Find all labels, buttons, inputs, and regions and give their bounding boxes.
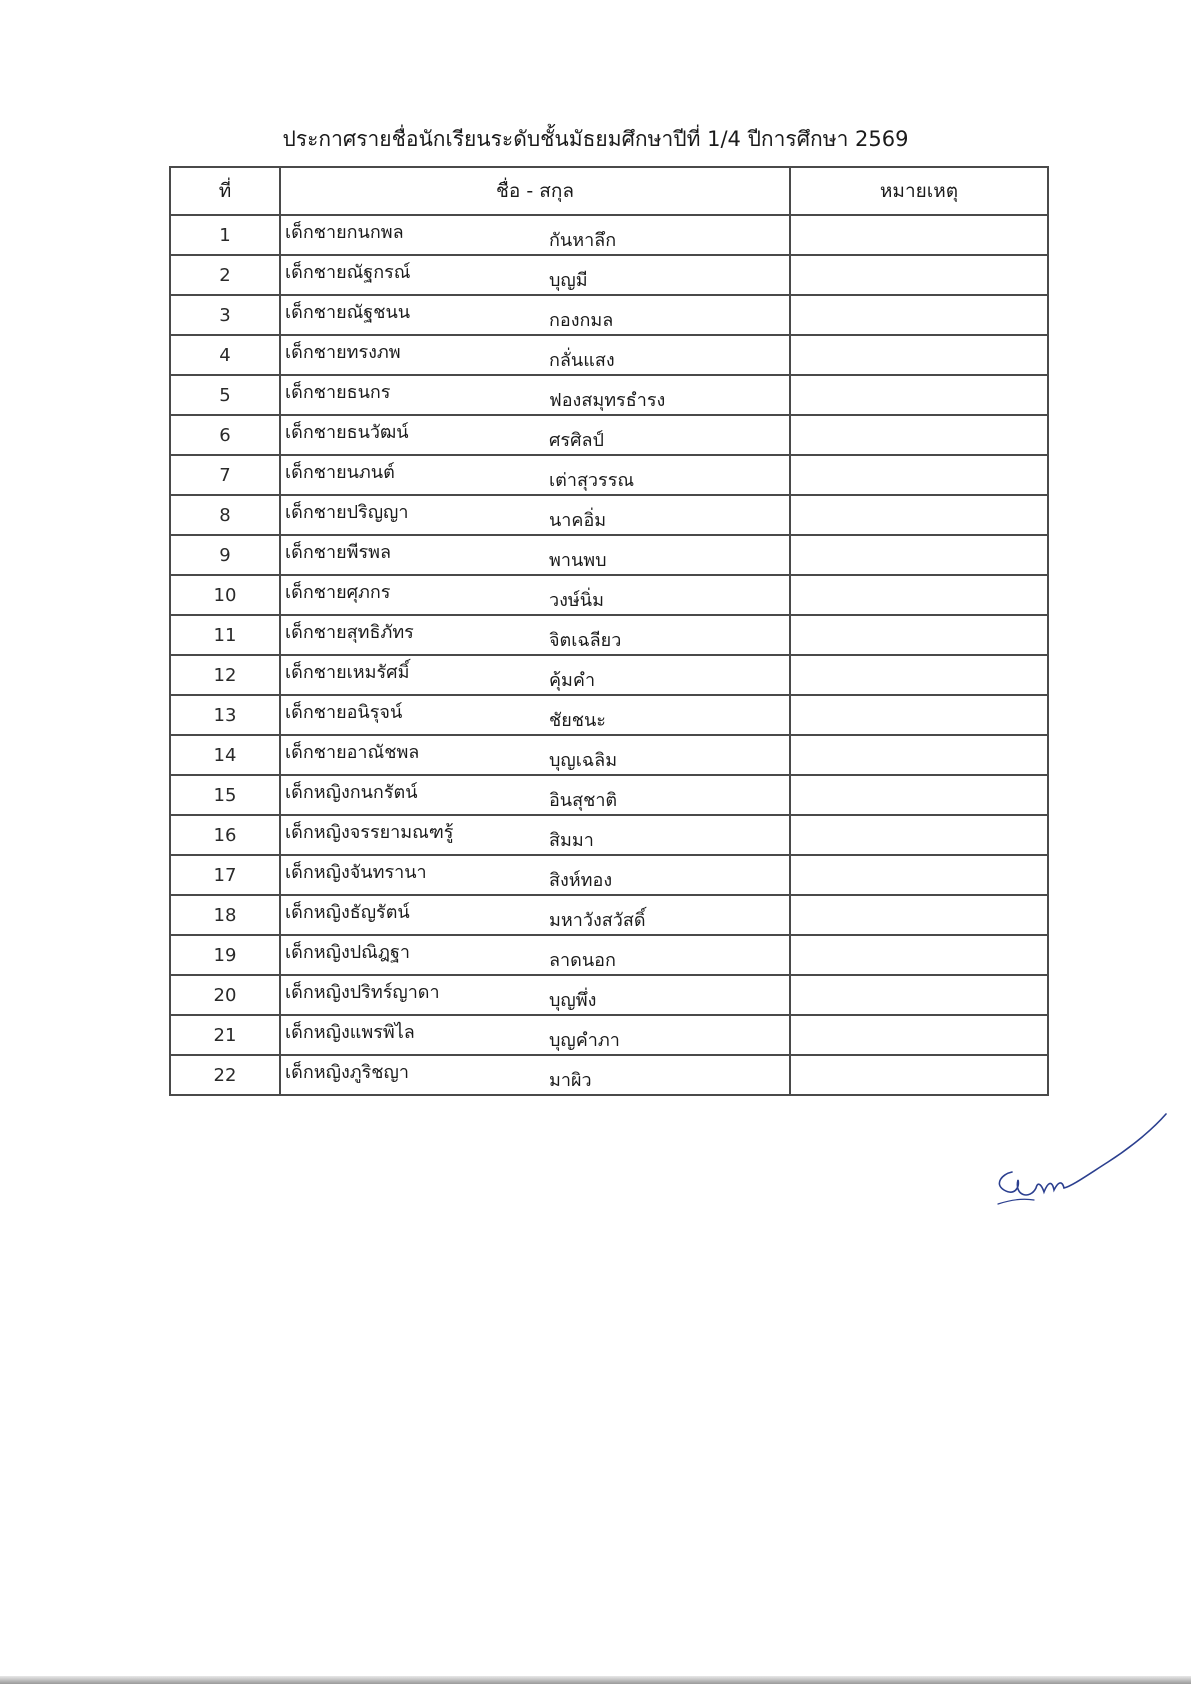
student-first-name: เด็กชายกนกพล xyxy=(285,221,404,243)
signature-underline xyxy=(998,1199,1034,1204)
remark-cell xyxy=(790,655,1048,695)
student-last-name: กลั่นแสง xyxy=(549,349,615,371)
student-name-cell xyxy=(280,335,790,375)
student-last-name: บุญพึ่ง xyxy=(549,989,597,1011)
row-number: 3 xyxy=(170,295,280,335)
student-last-name: ศรศิลป์ xyxy=(549,429,604,451)
table-row xyxy=(170,655,1048,695)
student-name-cell xyxy=(280,815,790,855)
student-first-name: เด็กชายปริญญา xyxy=(285,501,409,523)
row-number: 19 xyxy=(170,935,280,975)
row-number: 4 xyxy=(170,335,280,375)
student-first-name: เด็กหญิงแพรพิไล xyxy=(285,1021,415,1043)
remark-cell xyxy=(790,535,1048,575)
row-number: 11 xyxy=(170,615,280,655)
signature-stroke xyxy=(999,1114,1166,1195)
student-first-name: เด็กชายธนวัฒน์ xyxy=(285,421,409,443)
remark-cell xyxy=(790,495,1048,535)
student-name-cell xyxy=(280,775,790,815)
student-last-name: มหาวังสวัสดิ์ xyxy=(549,909,646,931)
student-name-cell xyxy=(280,495,790,535)
remark-cell xyxy=(790,1055,1048,1095)
student-last-name: จิตเฉลียว xyxy=(549,629,622,651)
student-name-cell xyxy=(280,735,790,775)
table-row xyxy=(170,935,1048,975)
table-row xyxy=(170,815,1048,855)
table-row xyxy=(170,855,1048,895)
remark-cell xyxy=(790,335,1048,375)
row-number: 9 xyxy=(170,535,280,575)
signature xyxy=(990,1100,1170,1210)
student-first-name: เด็กชายพีรพล xyxy=(285,541,392,563)
table-row xyxy=(170,495,1048,535)
scan-edge-shadow xyxy=(0,1676,1191,1684)
student-name-cell xyxy=(280,455,790,495)
row-number: 10 xyxy=(170,575,280,615)
student-name-cell xyxy=(280,975,790,1015)
student-last-name: พานพบ xyxy=(549,549,607,571)
table-body xyxy=(170,215,1048,1095)
table-row xyxy=(170,415,1048,455)
row-number: 12 xyxy=(170,655,280,695)
header-row xyxy=(170,167,1048,215)
student-first-name: เด็กชายทรงภพ xyxy=(285,341,401,363)
row-number: 22 xyxy=(170,1055,280,1095)
student-last-name: สิมมา xyxy=(549,829,594,851)
student-name-cell xyxy=(280,575,790,615)
row-number: 1 xyxy=(170,215,280,255)
student-first-name: เด็กชายศุภกร xyxy=(285,581,391,603)
remark-cell xyxy=(790,815,1048,855)
student-first-name: เด็กชายนภนต์ xyxy=(285,461,395,483)
remark-cell xyxy=(790,255,1048,295)
remark-cell xyxy=(790,215,1048,255)
student-name-cell xyxy=(280,615,790,655)
remark-cell xyxy=(790,415,1048,455)
student-last-name: บุญมี xyxy=(549,269,588,291)
student-first-name: เด็กชายอนิรุจน์ xyxy=(285,701,403,723)
table-row xyxy=(170,975,1048,1015)
student-first-name: เด็กหญิงภูริชญา xyxy=(285,1061,409,1083)
student-last-name: อินสุชาติ xyxy=(549,789,618,811)
student-first-name: เด็กหญิงจรรยามณฑรู้ xyxy=(285,821,454,843)
row-number: 20 xyxy=(170,975,280,1015)
row-number: 13 xyxy=(170,695,280,735)
row-number: 17 xyxy=(170,855,280,895)
student-last-name: คุ้มคำ xyxy=(549,669,596,691)
remark-cell xyxy=(790,735,1048,775)
row-number: 2 xyxy=(170,255,280,295)
remark-cell xyxy=(790,615,1048,655)
table-row xyxy=(170,295,1048,335)
student-name-cell xyxy=(280,935,790,975)
remark-cell xyxy=(790,975,1048,1015)
student-last-name: ลาดนอก xyxy=(549,949,616,971)
row-number: 18 xyxy=(170,895,280,935)
row-number: 14 xyxy=(170,735,280,775)
table-row xyxy=(170,1055,1048,1095)
table-row xyxy=(170,255,1048,295)
student-last-name: ฟองสมุทรธำรง xyxy=(549,389,666,411)
remark-cell xyxy=(790,935,1048,975)
header-remark: หมายเหตุ xyxy=(790,167,1048,215)
student-first-name: เด็กชายณัฐชนน xyxy=(285,301,411,323)
remark-cell xyxy=(790,455,1048,495)
table-row xyxy=(170,215,1048,255)
student-last-name: เต่าสุวรรณ xyxy=(549,469,635,491)
student-name-cell xyxy=(280,895,790,935)
student-first-name: เด็กหญิงจันทรานา xyxy=(285,861,427,883)
row-number: 7 xyxy=(170,455,280,495)
remark-cell xyxy=(790,695,1048,735)
header-number: ที่ xyxy=(170,167,280,215)
header-full-name: ชื่อ - สกุล xyxy=(280,167,790,215)
student-first-name: เด็กหญิงธัญรัตน์ xyxy=(285,901,410,923)
student-last-name: ชัยชนะ xyxy=(549,709,606,731)
table-row xyxy=(170,1015,1048,1055)
remark-cell xyxy=(790,1015,1048,1055)
table-row xyxy=(170,695,1048,735)
student-last-name: วงษ์นิ่ม xyxy=(549,589,604,611)
table-row xyxy=(170,775,1048,815)
remark-cell xyxy=(790,575,1048,615)
table-row xyxy=(170,375,1048,415)
student-name-cell xyxy=(280,295,790,335)
student-last-name: บุญคำภา xyxy=(549,1029,620,1051)
student-first-name: เด็กชายธนกร xyxy=(285,381,391,403)
student-first-name: เด็กชายอาณัชพล xyxy=(285,741,420,763)
student-roster-table xyxy=(169,166,1049,1096)
remark-cell xyxy=(790,775,1048,815)
row-number: 8 xyxy=(170,495,280,535)
page-title: ประกาศรายชื่อนักเรียนระดับชั้นมัธยมศึกษาปีที่ 1/4 ปีการศึกษา 2569 xyxy=(282,127,909,151)
remark-cell xyxy=(790,375,1048,415)
row-number: 21 xyxy=(170,1015,280,1055)
table-row xyxy=(170,615,1048,655)
student-last-name: นาคอิ่ม xyxy=(549,509,607,531)
student-last-name: กองกมล xyxy=(549,309,614,331)
table-row xyxy=(170,895,1048,935)
remark-cell xyxy=(790,895,1048,935)
student-first-name: เด็กชายสุทธิภัทร xyxy=(285,621,414,643)
student-name-cell xyxy=(280,375,790,415)
student-last-name: มาผิว xyxy=(549,1069,592,1091)
student-name-cell xyxy=(280,1015,790,1055)
row-number: 6 xyxy=(170,415,280,455)
student-name-cell xyxy=(280,1055,790,1095)
student-name-cell xyxy=(280,415,790,455)
student-last-name: บุญเฉลิม xyxy=(549,749,618,771)
table-row xyxy=(170,535,1048,575)
student-first-name: เด็กชายเหมรัศมิ์ xyxy=(285,661,410,683)
table-row xyxy=(170,455,1048,495)
student-name-cell xyxy=(280,855,790,895)
student-first-name: เด็กหญิงกนกรัตน์ xyxy=(285,781,418,803)
row-number: 5 xyxy=(170,375,280,415)
table-row xyxy=(170,575,1048,615)
remark-cell xyxy=(790,295,1048,335)
student-last-name: สิงห์ทอง xyxy=(549,869,613,891)
student-name-cell xyxy=(280,215,790,255)
student-first-name: เด็กชายณัฐกรณ์ xyxy=(285,261,411,283)
remark-cell xyxy=(790,855,1048,895)
student-first-name: เด็กหญิงปริทร์ญาดา xyxy=(285,981,440,1003)
row-number: 16 xyxy=(170,815,280,855)
table-row xyxy=(170,335,1048,375)
student-name-cell xyxy=(280,695,790,735)
student-name-cell xyxy=(280,655,790,695)
student-name-cell xyxy=(280,255,790,295)
student-name-cell xyxy=(280,535,790,575)
table-header xyxy=(170,167,1048,215)
student-last-name: กันหาลึก xyxy=(549,229,617,251)
row-number: 15 xyxy=(170,775,280,815)
table-row xyxy=(170,735,1048,775)
student-first-name: เด็กหญิงปณิฎฐา xyxy=(285,941,410,963)
